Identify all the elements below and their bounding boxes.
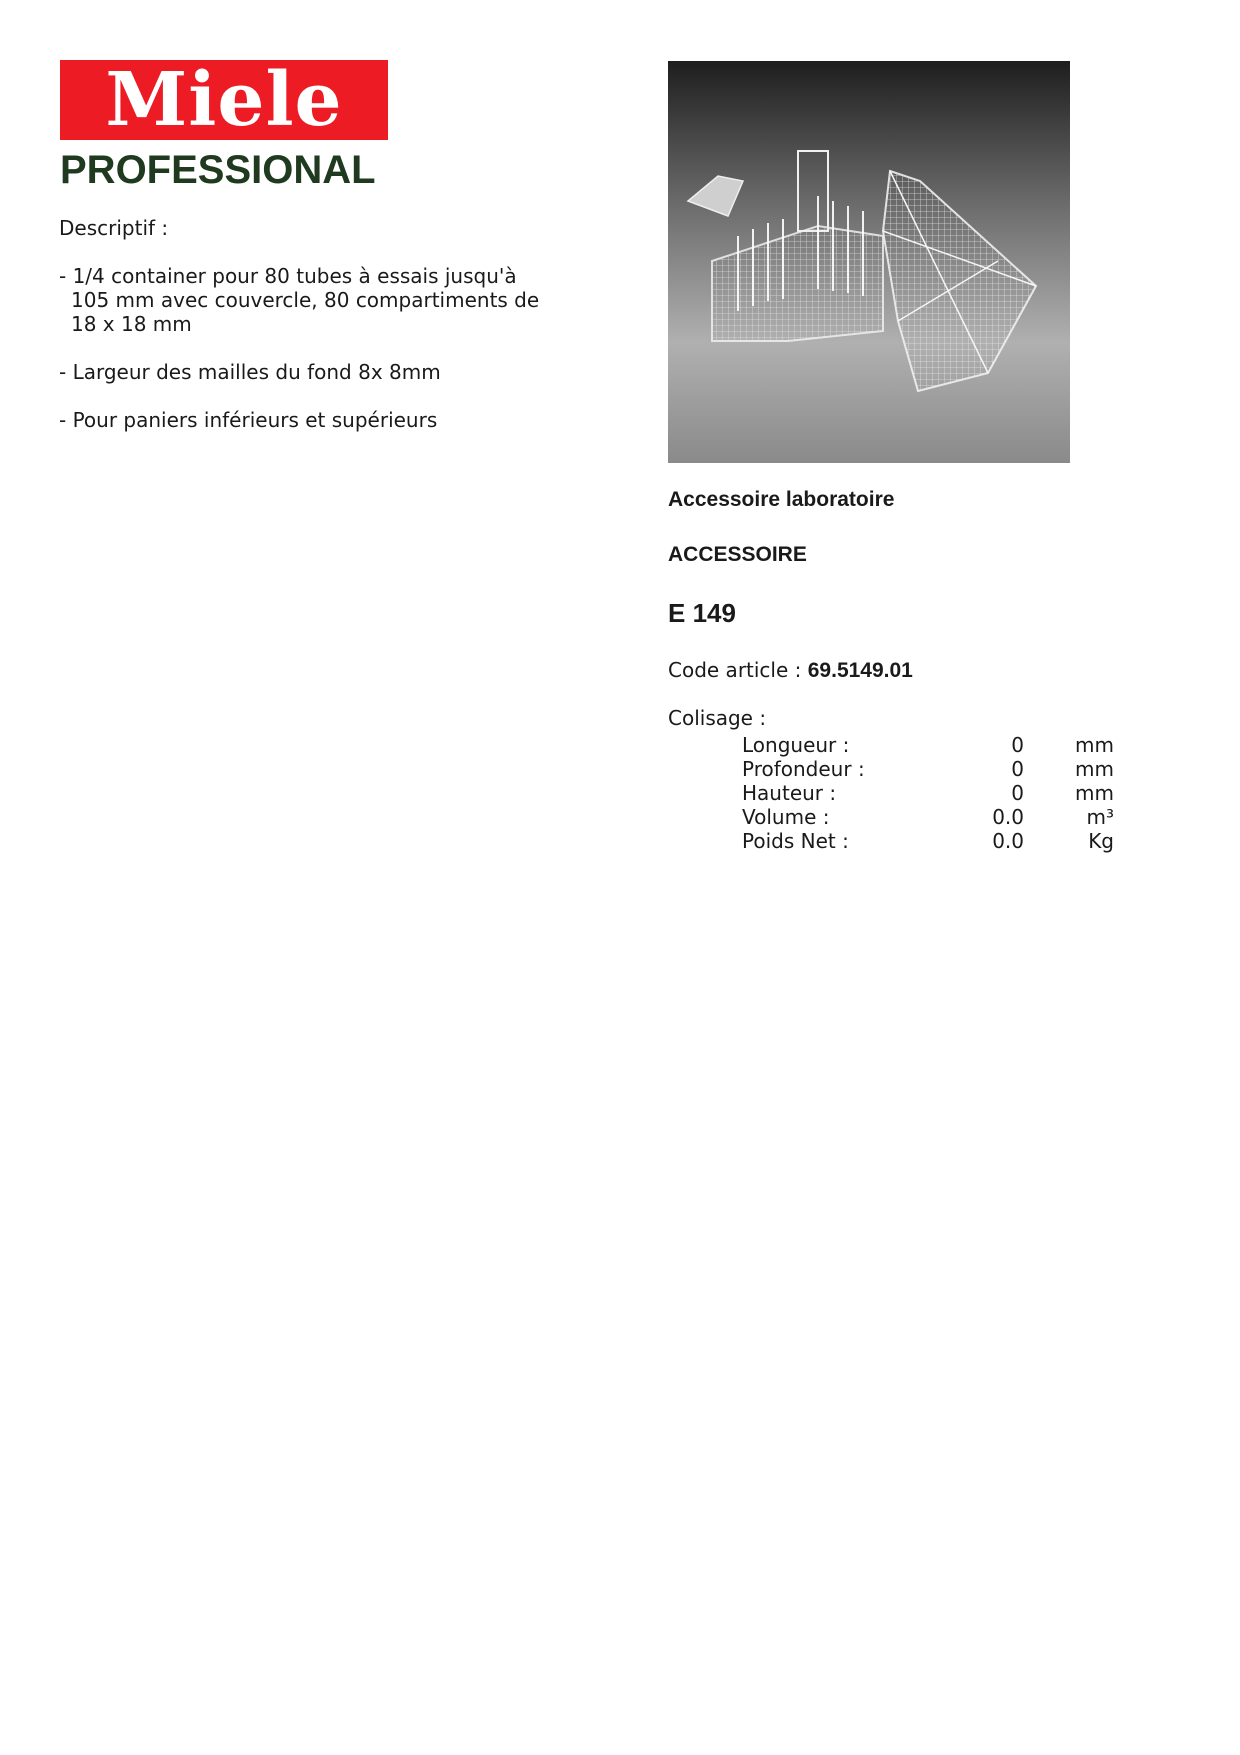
packaging-row — [742, 733, 1114, 757]
article-code — [668, 658, 913, 683]
description-line: - 1/4 container pour 80 tubes à essais jusqu'à — [59, 264, 517, 288]
packaging-label: Profondeur : — [742, 757, 865, 781]
logo-brand-text: Miele — [105, 57, 343, 143]
miele-professional-logo — [60, 57, 388, 192]
article-code-label: Code article : — [668, 658, 802, 682]
colisage-label: Colisage : — [668, 706, 767, 730]
wire-basket-photo — [668, 61, 1070, 463]
description-line: - Largeur des mailles du fond 8x 8mm — [59, 360, 441, 384]
packaging-unit: m³ — [1086, 805, 1114, 829]
logo-red-box — [60, 57, 388, 143]
packaging-value: 0 — [1011, 733, 1024, 757]
packaging-value: 0 — [1011, 757, 1024, 781]
description-heading: Descriptif : — [59, 216, 169, 240]
product-category: Accessoire laboratoire — [668, 488, 895, 511]
packaging-unit: Kg — [1088, 829, 1114, 853]
description-item — [59, 264, 619, 336]
packaging-unit: mm — [1075, 757, 1114, 781]
packaging-label: Longueur : — [742, 733, 850, 757]
packaging-unit: mm — [1075, 733, 1114, 757]
packaging-value: 0.0 — [992, 829, 1024, 853]
product-type: ACCESSOIRE — [668, 543, 807, 566]
packaging-unit: mm — [1075, 781, 1114, 805]
logo-professional-text: PROFESSIONAL — [60, 148, 376, 192]
packaging-row — [742, 757, 1114, 781]
packaging-label: Poids Net : — [742, 829, 849, 853]
product-model: E 149 — [668, 598, 736, 628]
packaging-label: Volume : — [742, 805, 830, 829]
packaging-label: Hauteur : — [742, 781, 837, 805]
packaging-row — [742, 781, 1114, 805]
packaging-table — [742, 733, 1114, 853]
packaging-row — [742, 805, 1114, 829]
packaging-row — [742, 829, 1114, 853]
description-block — [59, 216, 619, 456]
packaging-value: 0.0 — [992, 805, 1024, 829]
description-line: - Pour paniers inférieurs et supérieurs — [59, 408, 438, 432]
packaging-value: 0 — [1011, 781, 1024, 805]
description-line: 105 mm avec couvercle, 80 compartiments de — [71, 288, 540, 312]
description-item — [59, 360, 619, 384]
description-line: 18 x 18 mm — [71, 312, 192, 336]
description-item — [59, 408, 619, 432]
article-code-value: 69.5149.01 — [807, 659, 913, 682]
